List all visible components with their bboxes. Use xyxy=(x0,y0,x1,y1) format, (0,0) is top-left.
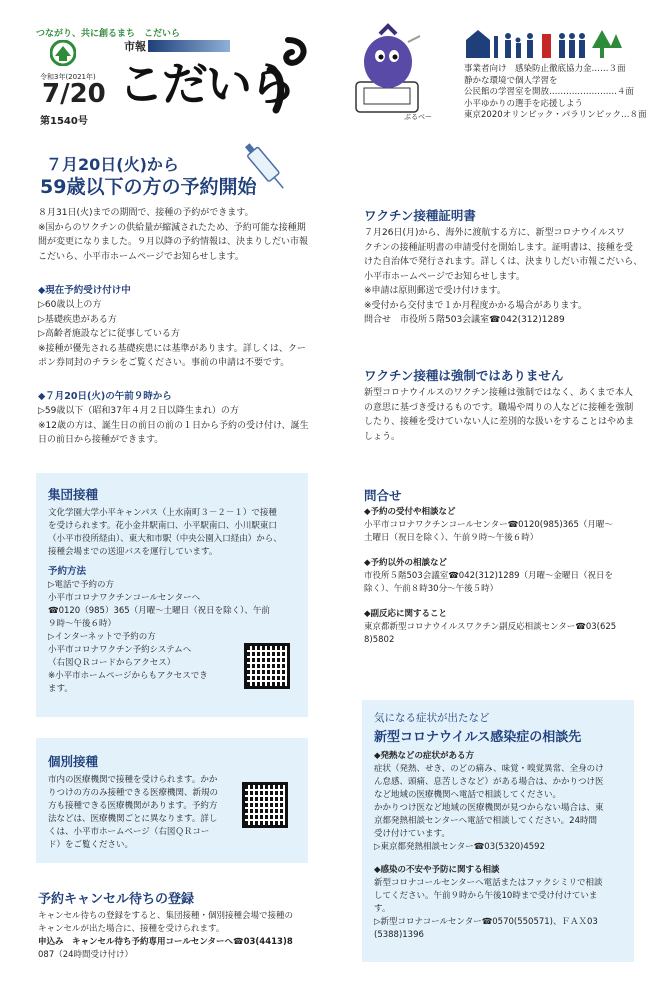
mascot-blueberry-icon xyxy=(350,22,430,122)
inquiry-blocks: ◆予約の受付や相談など 小平市コロナワクチンコールセンター☎0120(985)365（月曜～ 土曜日（祝日を除く）、午前９時～午後６時） ◆予約以外の相談など 市役所５階503会議室☎042(312)1289（月曜～金曜日（祝日を 除く）、午前８時30分～午後５時） ◆副反応に関すること 東京都新型コロナウイルスワクチン副反応相談センター☎03(625 8)5802 xyxy=(364,507,617,645)
clinic-qr-code[interactable] xyxy=(242,782,288,828)
leaf-swirl-icon xyxy=(262,36,310,116)
certificate-body: ７月26日(月)から、海外に渡航する方に、新型コロナウイルスワ クチンの接種証明書の申請受付を開始します。証明書は、接種を受 けた自治体で発行されます。詳しくは、決まりしだい市報こだいら、 小平市ホームページでお知らせします。 ※申請は原則郵送で受け付けます。 ※受付から交付まで１か月程度かかる場合があります。 問合せ 市役所５階503会議室☎042(312)1289 xyxy=(364,226,639,328)
group-vaccination-box xyxy=(36,473,308,717)
current-reservations-list: ▷60歳以上の方 ▷基礎疾患がある方 ▷高齢者施設などに従事している方 ※接種が優先される基礎疾患には基準があります。詳しくは、クー ポン券同封のチラシをご覧ください。事前の申請は不要です。 xyxy=(38,300,306,368)
cancel-apply: 申込み キャンセル待ち予約専用コールセンターへ☎03(4413)8 xyxy=(38,937,293,947)
not-mandatory-title: ワクチン接種は強制ではありません xyxy=(364,368,564,383)
paper-name-large: こだいら xyxy=(118,57,294,111)
inquiry-heading: ◆予約以外の相談など xyxy=(364,558,448,568)
lead-body: ８月31日(火)までの期間で、接種の予約ができます。 ※国からのワクチンの供給量が縮減されたため、予約可能な接種期 間が変更になりました。９月以降の予約情報は、決まりしだい市報 こだいら、小平市ホームページでお知らせします。 xyxy=(38,208,309,262)
not-mandatory-body: 新型コロナウイルスのワクチン接種は強制ではなく、あくまで本人 の意思に基づき受けるものです。職場や周りの人などに接種を強制 したり、接種を受けていない人に差別的な扱いをすることはやめま しょう。 xyxy=(364,388,635,442)
index-item[interactable]: 静かな環境で個人学習を xyxy=(464,75,558,86)
reservation-method-heading: 予約方法 xyxy=(48,566,87,577)
issue-number: 第1540号 xyxy=(40,116,88,127)
inquiry-heading: ◆予約の受付や相談など xyxy=(364,507,456,517)
index-item[interactable]: 東京2020オリンピック・パラリンピック…８面 xyxy=(464,110,647,120)
index-item[interactable]: 事業者向け 感染防止徹底協力金……３面 xyxy=(464,64,626,74)
paper-name-small: 市報 xyxy=(124,40,146,53)
index-list xyxy=(464,64,646,122)
reservation-qr-code[interactable] xyxy=(244,643,290,689)
consult-title-1: 気になる症状が出たなど xyxy=(374,712,490,724)
family-illustration-icon xyxy=(464,26,622,58)
mascot-name: ぶるベー xyxy=(404,113,432,121)
lead-title-2: 59歳以下の方の予約開始 xyxy=(40,176,257,198)
morning-list: ▷59歳以下（昭和37年４月２日以降生まれ）の方 ※12歳の方は、誕生日の前日の前の１日から予約の受け付け、誕生 日の前日から接種ができます。 xyxy=(38,406,309,445)
cancel-title: 予約キャンセル待ちの登録 xyxy=(38,892,195,907)
certificate-title: ワクチン接種証明書 xyxy=(364,208,476,223)
individual-title: 個別接種 xyxy=(48,754,99,769)
certificate-contact: 問合せ 市役所５階503会議室☎042(312)1289 xyxy=(364,315,565,325)
city-logo-icon xyxy=(50,40,76,66)
era-label: 令和3年(2021年) xyxy=(40,73,96,81)
masthead xyxy=(0,0,660,140)
consult-title-2: 新型コロナウイルス感染症の相談先 xyxy=(374,730,582,745)
tagline: つながり、共に創るまち こだいら xyxy=(36,29,181,39)
index-item[interactable]: 公民館の学習室を開放……………………４面 xyxy=(464,87,635,97)
title-band xyxy=(148,40,230,52)
group-title: 集団接種 xyxy=(48,487,99,502)
consultation-box xyxy=(362,700,634,962)
index-item[interactable]: 小平ゆかりの選手を応援しよう xyxy=(464,98,584,109)
morning-heading: ◆７月20日(火)の午前９時から xyxy=(38,391,172,402)
cancel-body: キャンセル待ちの登録をすると、集団接種・個別接種会場で接種の キャンセルが出た場合に、接種を受けられます。 申込み キャンセル待ち予約専用コールセンターへ☎03(4413)8 087（24時間受け付け） xyxy=(38,911,294,960)
individual-vaccination-box xyxy=(36,738,308,863)
current-reservations-heading: ◆現在予約受け付け中 xyxy=(38,285,131,296)
syringe-icon xyxy=(236,136,296,196)
inquiry-title: 問合せ xyxy=(364,488,402,503)
lead-title-1: ７月20日(火)から xyxy=(46,155,179,174)
inquiry-heading: ◆副反応に関すること xyxy=(364,609,448,619)
individual-body: 市内の医療機関で接種を受けられます。かか りつけの方のみ接種できる医療機関、新規の 方も接種できる医療機関があります。予約方 法などは、医療機関ごとに異なります。詳し くは、小平市ホームページ（右図ＱＲコー ド）をご覧ください。 xyxy=(48,775,219,850)
consult-body: ◆発熱などの症状がある方 症状（発熱、せき、のどの痛み、味覚・嗅覚異常、全身のけ ん怠感、頭痛、息苦しさなど）がある場合は、かかりつけ医 など地域の医療機関へ電話で相談してください。 かかりつけ医など地域の医療機関が見つからない場合は、東 京都発熱相談センターへ電話で相談してください。24時間 受け付けています。 ▷東京都発熱相談センター☎03(5320)4592 ◆感染の不安や予防に関する相談 新型コロナコールセンターへ電話またはファクシミリで相談 してください。午前９時から午後10時まで受け付けていま す。 ▷新型コロナコールセンター☎0570(550571)、ＦＡＸ03 (5388)1396 xyxy=(374,751,604,940)
issue-date: 7/20 xyxy=(42,79,106,109)
group-body: 文化学園大学小平キャンパス（上水南町３－２－１）で接種 を受けられます。花小金井駅南口、小平駅南口、小川駅東口 （小平市役所経由）、東大和市駅（中央公園入口経由）から、 接種会場までの送迎バスを運行しています。 xyxy=(48,508,282,557)
consult-heading: ◆発熱などの症状がある方 xyxy=(374,751,475,761)
consult-heading: ◆感染の不安や予防に関する相談 xyxy=(374,865,500,875)
reservation-method-list: ▷電話で予約の方 小平市コロナワクチンコールセンターへ ☎0120（985）365（月曜～土曜日（祝日を除く）、午前 ９時～午後６時） ▷インターネットで予約の方 小平市コロナワクチン予約システムへ （右図ＱＲコードからアクセス） ※小平市ホームページからもアクセスでき ます。 xyxy=(48,580,270,694)
